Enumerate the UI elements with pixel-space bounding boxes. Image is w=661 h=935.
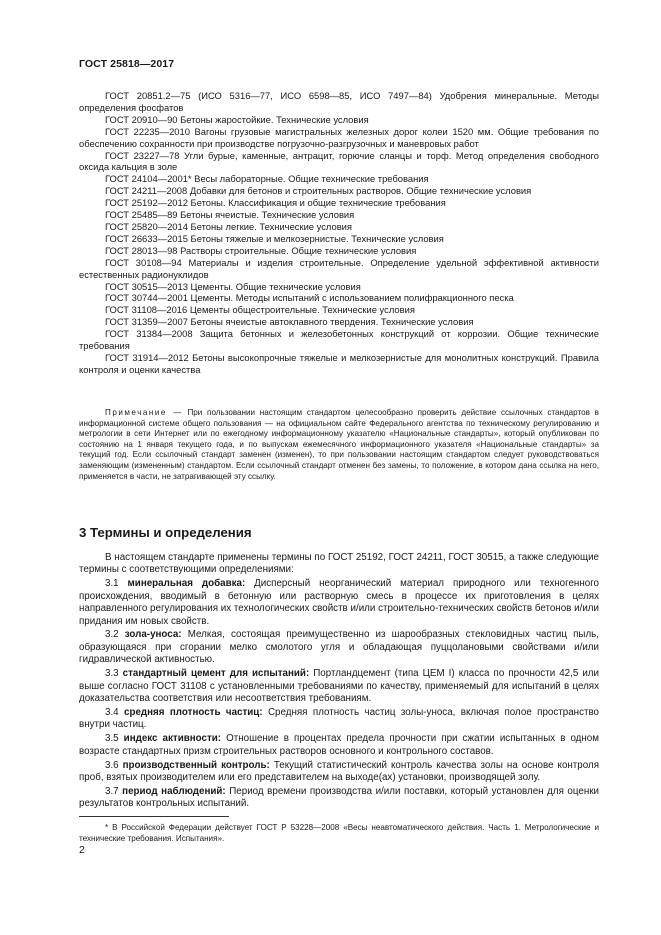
- term-text: Текущий статистический контроль качества золы на основе контроля проб, взятых производителем или его представителем на выходе(ах) установки, производящей золу.: [79, 759, 599, 783]
- reference-item: ГОСТ 30744—2001 Цементы. Методы испытаний с использованием полифракционного песка: [105, 292, 514, 304]
- footnote-divider: [79, 816, 229, 817]
- normative-references-list: [79, 90, 599, 376]
- reference-item: ГОСТ 20910—90 Бетоны жаростойкие. Технические условия: [105, 113, 369, 125]
- term-text: Дисперсный неорганический материал природного или техногенного происхождения, вводимый в бетонную или растворную смесь в процессе их приготовления в целях направленного регулирования их технологических свойств и/или строительно-технических свойств бетонов и/или придания им новых свойств.: [79, 578, 599, 627]
- terms-list: [79, 552, 599, 812]
- reference-item: ГОСТ 25485—89 Бетоны ячеистые. Технические условия: [105, 209, 355, 221]
- term-name: средняя плотность частиц:: [124, 706, 263, 718]
- term-number: 3.4: [105, 706, 125, 718]
- term-name: минеральная добавка:: [127, 578, 246, 590]
- term-text: Мелкая, состоящая преимущественно из шарообразных стекловидных частиц пыль, образующаяся при сгорании мелко смолотого угля и обладающая пуццолановыми свойствами и/или гидравлической активностью.: [79, 629, 599, 666]
- reference-item: ГОСТ 24104—2001* Весы лабораторные. Общие технические требования: [105, 173, 429, 185]
- section-title: 3 Термины и определения: [79, 525, 252, 540]
- term-text: Период времени производства и/или поставки, который установлен для оценки результатов контрольных испытаний.: [79, 785, 599, 810]
- term-name: период наблюдений:: [122, 785, 226, 797]
- term-number: 3.7: [105, 785, 123, 797]
- term-definition: [79, 578, 599, 628]
- reference-item: ГОСТ 25192—2012 Бетоны. Классификация и общие технические требования: [105, 197, 446, 209]
- term-number: 3.3: [105, 668, 123, 680]
- reference-item: ГОСТ 22235—2010 Вагоны грузовые магистральных железных дорог колеи 1520 мм. Общие требования по обеспечению сохранности при производстве погрузочно-разгрузочных и маневровых работ: [79, 125, 599, 149]
- reference-item: ГОСТ 26633—2015 Бетоны тяжелые и мелкозернистые. Технические условия: [105, 232, 444, 244]
- document-code-header: ГОСТ 25818—2017: [79, 58, 175, 70]
- reference-item: ГОСТ 24211—2008 Добавки для бетонов и строительных растворов. Общие технические условия: [105, 185, 532, 197]
- term-definition: [79, 786, 599, 811]
- term-text: Отношение в процентах предела прочности при сжатии испытанных в одном возрасте стандартных призм строительных растворов основного и контрольного составов.: [79, 733, 599, 757]
- reference-item: ГОСТ 31108—2016 Цементы общестроительные. Технические условия: [105, 304, 415, 316]
- term-number: 3.5: [105, 733, 124, 745]
- term-name: индекс активности:: [123, 733, 222, 745]
- note-text: При пользовании настоящим стандартом целесообразно проверить действие ссылочных стандартов в информационной системе общего пользования — на официальном сайте Федерального агентства по техническому регулированию и метрологии в сети Интернет или по ежегодному информационному указателю «Национальные стандарты», который опубликован по состоянию на 1 января текущего года, и по выпускам ежемесячного информационного указателя «Национальные стандарты» за текущий год. Если ссылочный стандарт заменен (изменен), то при пользовании настоящим стандартом следует руководствоваться заменяющим (измененным) стандартом. Если ссылочный стандарт отменен без замены, то положение, в котором дана ссылка на него, применяется в части, не затрагивающей эту ссылку.: [79, 408, 599, 481]
- note-lead: Примечание —: [105, 408, 183, 417]
- note-paragraph: [79, 408, 599, 482]
- term-name: производственный контроль:: [122, 759, 270, 771]
- term-number: 3.6: [105, 759, 123, 771]
- term-text: Средняя плотность частиц золы-уноса, включая полое пространство внутри частиц.: [79, 706, 599, 731]
- reference-item: ГОСТ 30515—2013 Цементы. Общие технические условия: [105, 280, 361, 292]
- term-definition: [79, 629, 599, 666]
- term-number: 3.2: [105, 629, 125, 641]
- reference-item: ГОСТ 23227—78 Угли бурые, каменные, антрацит, горючие сланцы и торф. Метод определения свободного оксида кальция в золе: [79, 149, 599, 173]
- reference-item: ГОСТ 30108—94 Материалы и изделия строительные. Определение удельной эффективной активности естественных радионуклидов: [79, 256, 599, 280]
- term-text: Портландцемент (типа ЦЕМ I) класса по прочности 42,5 или выше согласно ГОСТ 31108 с установленными требованиями по качеству, применяемый для испытаний в целях доказательства соответствия или несоответствия требованиям.: [79, 668, 599, 704]
- section-intro: В настоящем стандарте применены термины по ГОСТ 25192, ГОСТ 24211, ГОСТ 30515, а также следующие термины с соответствующими определениями:: [79, 552, 599, 576]
- reference-item: ГОСТ 31384—2008 Защита бетонных и железобетонных конструкций от коррозии. Общие технические требования: [79, 328, 599, 352]
- term-name: стандартный цемент для испытаний:: [122, 668, 310, 680]
- term-definition: [79, 668, 599, 705]
- reference-item: ГОСТ 25820—2014 Бетоны легкие. Технические условия: [105, 220, 352, 232]
- page-number: 2: [79, 844, 85, 856]
- term-name: зола-уноса:: [124, 629, 182, 641]
- term-definition: [79, 707, 599, 732]
- reference-item: ГОСТ 31359—2007 Бетоны ячеистые автоклавного твердения. Технические условия: [105, 316, 474, 328]
- term-number: 3.1: [105, 578, 128, 590]
- reference-item: ГОСТ 28013—98 Растворы строительные. Общие технические условия: [105, 244, 417, 256]
- term-definition: [79, 733, 599, 758]
- footnote: * В Российской Федерации действует ГОСТ Р 53228—2008 «Весы неавтоматического действия. Часть 1. Метрологические и технические требования. Испытания».: [79, 823, 599, 843]
- reference-item: ГОСТ 20851.2—75 (ИСО 5316—77, ИСО 6598—85, ИСО 7497—84) Удобрения минеральные. Методы определения фосфатов: [79, 90, 599, 113]
- term-definition: [79, 760, 599, 785]
- reference-item: ГОСТ 31914—2012 Бетоны высокопрочные тяжелые и мелкозернистые для монолитных конструкций. Правила контроля и оценки качества: [79, 351, 599, 375]
